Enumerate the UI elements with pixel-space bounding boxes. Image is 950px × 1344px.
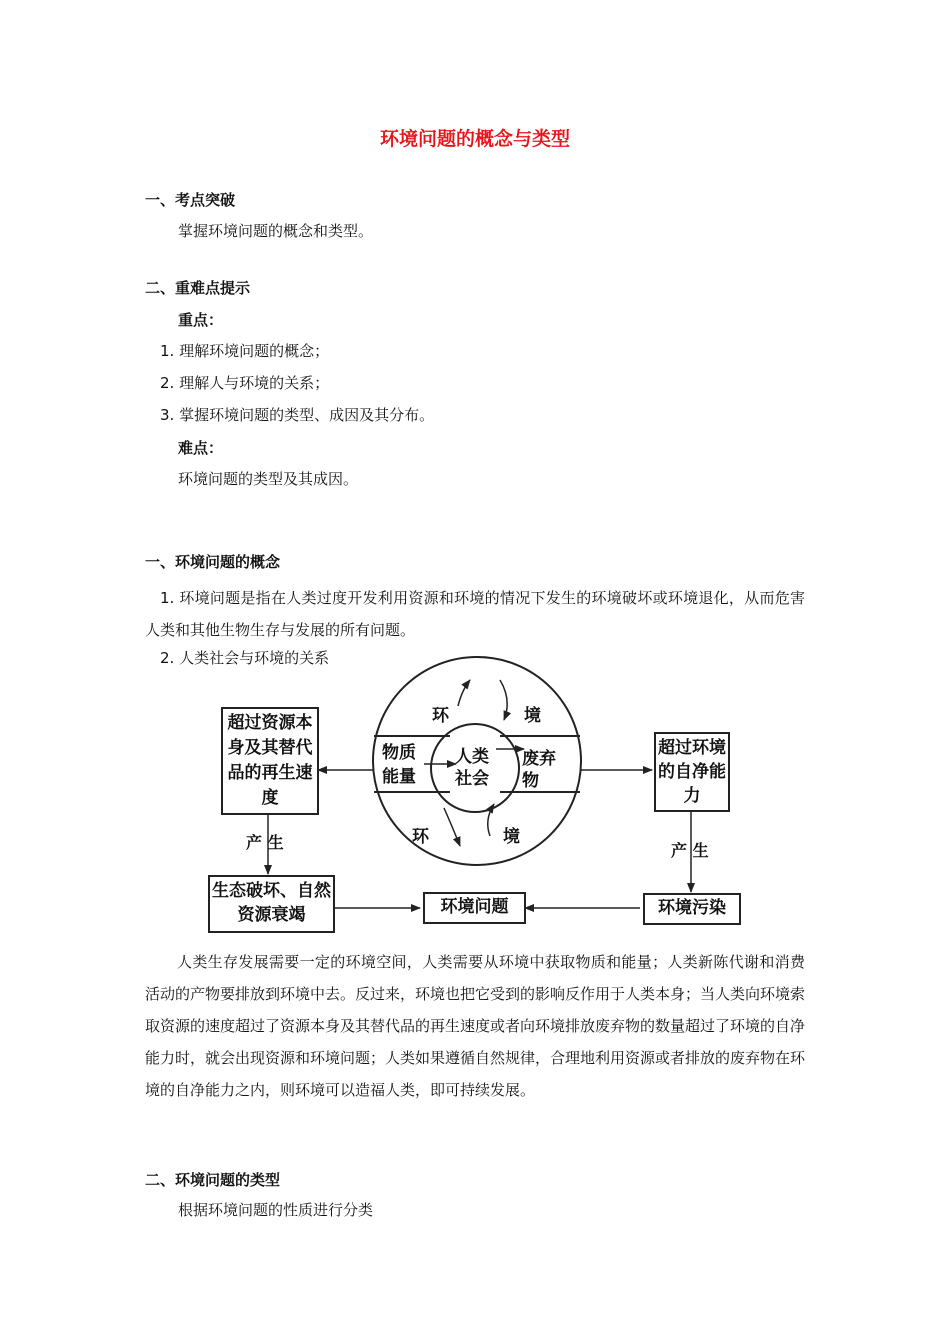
key-item-1: 1. 理解环境问题的概念； — [160, 342, 330, 360]
heading-concept: 一、环境问题的概念 — [145, 553, 281, 571]
key-label: 重点： — [178, 311, 224, 329]
label-waste: 废弃物 — [522, 749, 556, 791]
relation-paragraph: 人类生存发展需要一定的环境空间，人类需要从环境中获取物质和能量；人类新陈代谢和消费活动的产物要排放到环境中去。反过来，环境也把它受到的影响反作用于人类本身；当人类向环境索取资源的速度超过了资源本身及其替代品的再生速度或者向环境排放废弃物的数量超过了环境的自净能力时，就会出现资源和环境问题；人类如果遵循自然规律，合理地利用资源或者排放的废弃物在环境的自净能力之内，则环境可以造福人类，即可持续发展。 — [145, 953, 806, 1099]
label-env-2: 境 — [524, 706, 541, 726]
exam-points-text: 掌握环境问题的概念和类型。 — [178, 222, 374, 240]
box-ecological-damage: 生态破坏、自然资源衰竭 — [208, 875, 335, 933]
box-exceed-regeneration: 超过资源本身及其替代品的再生速度 — [221, 707, 319, 815]
types-text: 根据环境问题的性质进行分类 — [178, 1201, 374, 1219]
page-title: 环境问题的概念与类型 — [379, 128, 570, 150]
concept-item-2: 2. 人类社会与环境的关系 — [160, 649, 330, 667]
box-environmental-problem: 环境问题 — [423, 892, 526, 924]
difficult-label: 难点： — [178, 439, 224, 457]
label-produce-right: 产 生 — [671, 841, 709, 860]
label-env-1: 环 — [432, 706, 449, 726]
key-item-2: 2. 理解人与环境的关系； — [160, 374, 330, 392]
concept-item-1: 1. 环境问题是指在人类过度开发利用资源和环境的情况下发生的环境破坏或环境退化，从而危害人类和其他生物生存与发展的所有问题。 — [145, 589, 805, 639]
label-produce-left: 产 生 — [246, 833, 284, 852]
heading-key-difficult: 二、重难点提示 — [145, 279, 251, 297]
label-material-energy: 物质能量 — [382, 743, 416, 787]
heading-types: 二、环境问题的类型 — [145, 1171, 281, 1189]
label-env-4: 境 — [503, 827, 520, 847]
label-env-3: 环 — [412, 827, 429, 847]
difficult-text: 环境问题的类型及其成因。 — [178, 470, 359, 488]
heading-exam-points: 一、考点突破 — [145, 191, 236, 209]
box-environmental-pollution: 环境污染 — [643, 893, 741, 925]
key-item-3: 3. 掌握环境问题的类型、成因及其分布。 — [160, 406, 435, 424]
label-human-society: 人类社会 — [455, 747, 489, 789]
box-exceed-self-purification: 超过环境的自净能力 — [654, 732, 730, 812]
